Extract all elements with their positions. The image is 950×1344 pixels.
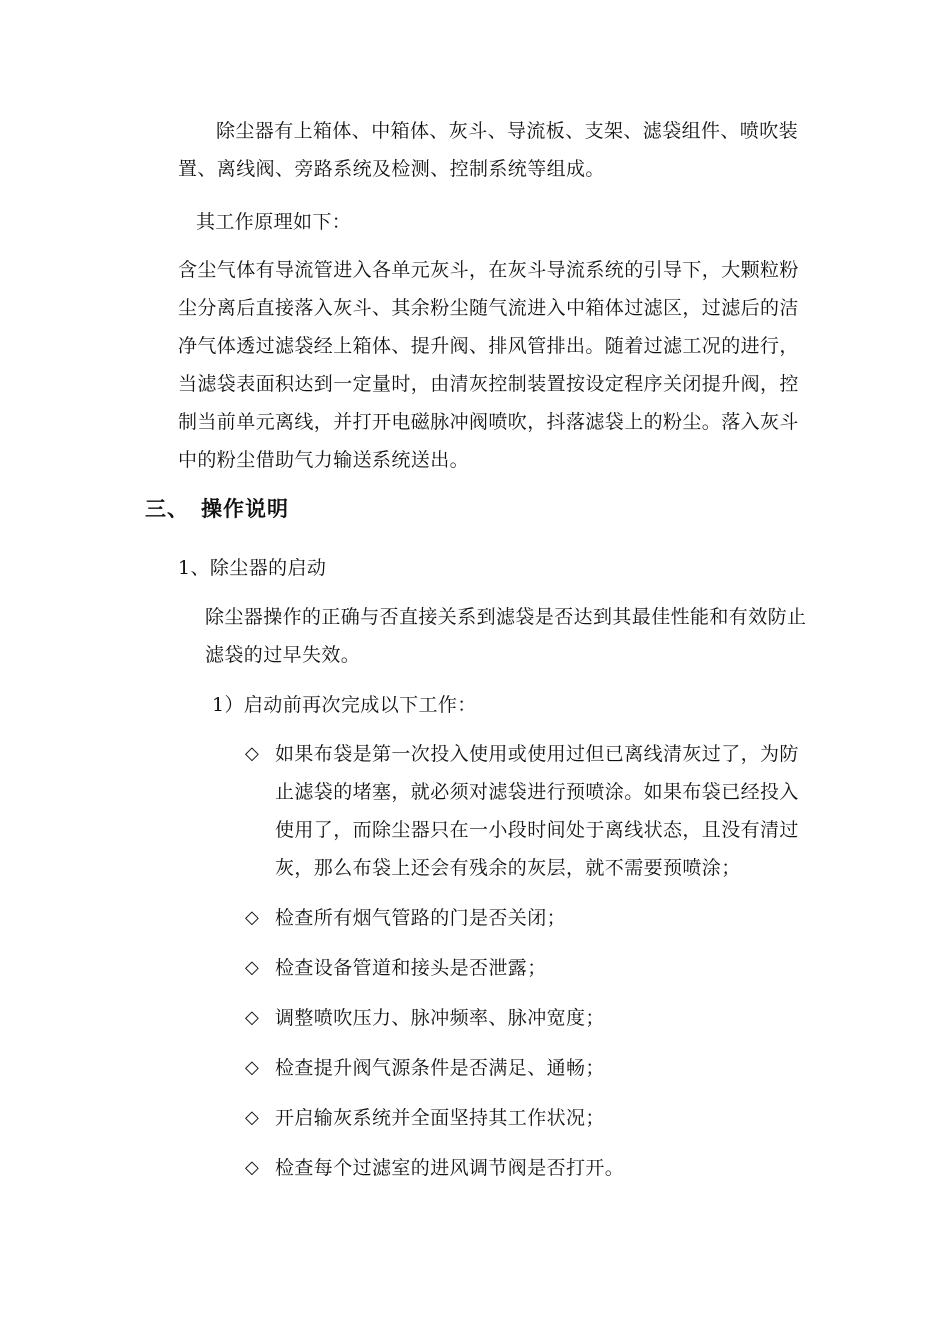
section-heading	[145, 492, 289, 526]
diamond-bullet-icon: ◇	[245, 743, 260, 764]
principle-label: 其工作原理如下：	[196, 211, 352, 233]
diamond-bullet-icon: ◇	[245, 907, 260, 928]
principle-paragraph: 含尘气体有导流管进入各单元灰斗，在灰斗导流系统的引导下，大颗粒粉尘分离后直接落入灰斗、其余粉尘随气流进入中箱体过滤区，过滤后的洁净气体透过滤袋经上箱体、提升阀、排风管排出。随着过滤工况的进行，当滤袋表面积达到一定量时，由清灰控制装置按设定程序关闭提升阀，控制当前单元离线，并打开电磁脉冲阀喷吹，抖落滤袋上的粉尘。落入灰斗中的粉尘借助气力输送系统送出。	[178, 259, 799, 471]
subsection-heading: 1、除尘器的启动	[178, 557, 327, 579]
section-number: 三、	[145, 496, 189, 521]
diamond-bullet-icon: ◇	[245, 1157, 260, 1178]
startup-paragraph: 除尘器操作的正确与否直接关系到滤袋是否达到其最佳性能和有效防止滤袋的过早失效。	[205, 606, 807, 666]
diamond-bullet-icon: ◇	[245, 1007, 260, 1028]
checklist-item	[245, 1149, 815, 1187]
checklist-item-text: 检查每个过滤室的进风调节阀是否打开。	[275, 1157, 625, 1179]
diamond-bullet-icon: ◇	[245, 1107, 260, 1128]
checklist-item	[245, 1049, 815, 1087]
checklist-item	[245, 899, 815, 937]
checklist-item	[245, 735, 815, 887]
checklist-item-text: 检查所有烟气管路的门是否关闭；	[275, 907, 567, 929]
checklist-item-text: 调整喷吹压力、脉冲频率、脉冲宽度；	[275, 1007, 605, 1029]
diamond-bullet-icon: ◇	[245, 957, 260, 978]
checklist-item-text: 开启输灰系统并全面坚持其工作状况；	[275, 1107, 605, 1129]
intro-paragraph: 除尘器有上箱体、中箱体、灰斗、导流板、支架、滤袋组件、喷吹装置、离线阀、旁路系统及检测、控制系统等组成。	[178, 120, 799, 180]
pre-start-heading: 1）启动前再次完成以下工作：	[212, 694, 477, 716]
checklist-item-text: 检查设备管道和接头是否泄露；	[275, 957, 547, 979]
diamond-bullet-icon: ◇	[245, 1057, 260, 1078]
checklist-item	[245, 999, 815, 1037]
checklist-item	[245, 949, 815, 987]
checklist-item-text: 如果布袋是第一次投入使用或使用过但已离线清灰过了，为防止滤袋的堵塞，就必须对滤袋进行预喷涂。如果布袋已经投入使用了，而除尘器只在一小段时间处于离线状态，且没有清过灰，那么布袋上还会有残余的灰层，就不需要预喷涂；	[275, 743, 799, 879]
pre-start-checklist	[245, 735, 815, 1199]
checklist-item-text: 检查提升阀气源条件是否满足、通畅；	[275, 1057, 605, 1079]
checklist-item	[245, 1099, 815, 1137]
section-title: 操作说明	[201, 496, 289, 521]
